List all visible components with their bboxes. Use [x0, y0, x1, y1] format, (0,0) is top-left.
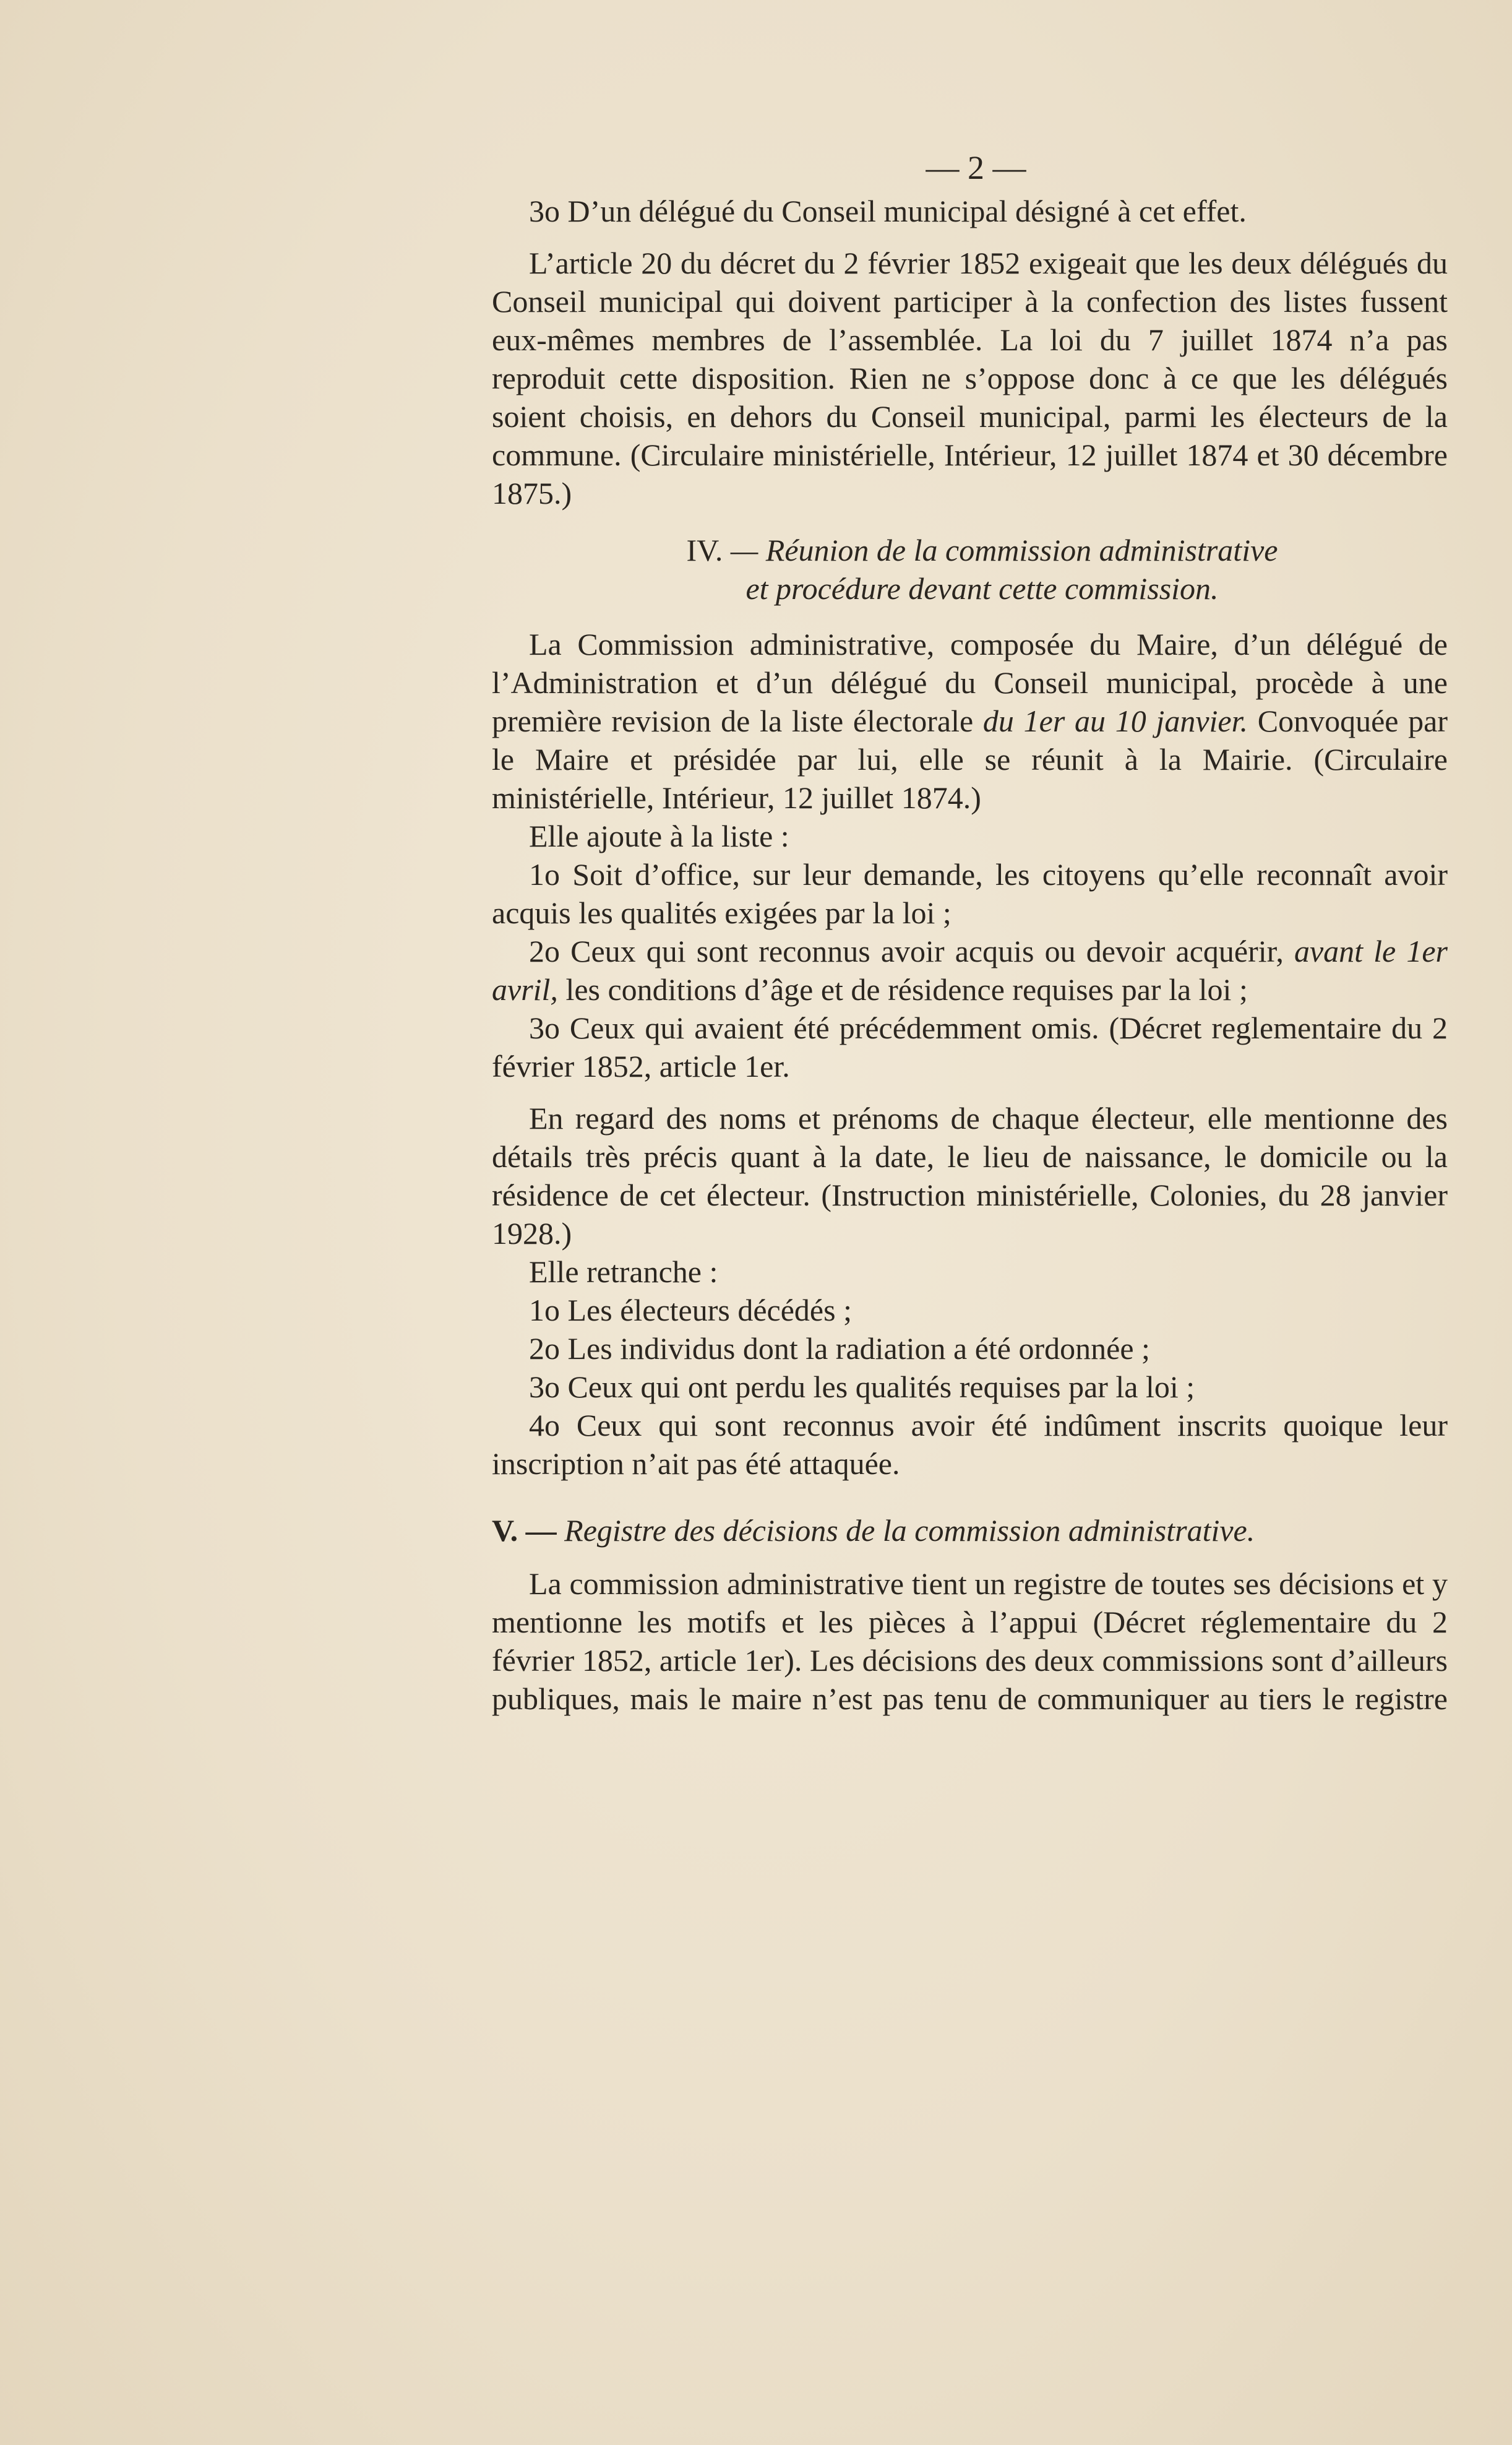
paragraph-en-regard: En regard des noms et prénoms de chaque électeur, elle mentionne des détails très précis quant à la date, le lieu de naissance, le domicile ou la résidence de cet électeur. (Instruction ministérielle, Colonies, du 28 janvier 1928.): [492, 1101, 1448, 1251]
ajoute-item-1: 1o Soit d’office, sur leur demande, les citoyens qu’elle reconnaît avoir acquis les qualités exigées par la loi ;: [492, 857, 1448, 930]
intro-item: 3o D’un délégué du Conseil municipal désigné à cet effet.: [529, 194, 1247, 228]
paragraph-commission-text2: Convoquée par le Maire et présidée par lui, elle se réunit à la Mairie. (Circulaire ministérielle, Intérieur, 12 juillet 1874.): [492, 704, 1448, 815]
retranche-item-3: 3o Ceux qui ont perdu les qualités requises par la loi ;: [529, 1369, 1195, 1404]
ajoute-item-3: 3o Ceux qui avaient été précédemment omis. (Décret reglementaire du 2 février 1852, article 1er.: [492, 1011, 1448, 1084]
section-iv-title-line2: et procédure devant cette commission.: [745, 571, 1219, 606]
ajoute-item-2-italic: avant le 1er avril,: [492, 934, 1448, 1007]
ajoute-item-2-after: les conditions d’âge et de résidence requises par la loi ;: [565, 972, 1248, 1007]
section-v-heading: [492, 1511, 1448, 1550]
paragraph-commission-dates: du 1er au 10 janvier.: [982, 704, 1248, 738]
section-iv-heading: [492, 531, 1448, 608]
section-v-numeral: V. —: [492, 1513, 557, 1548]
ajoute-intro: Elle ajoute à la liste :: [529, 819, 789, 853]
retranche-item-4: 4o Ceux qui sont reconnus avoir été indûment inscrits quoique leur inscription n’ait pas été attaquée.: [492, 1408, 1448, 1481]
section-iv-title-line1: — Réunion de la commission administrative: [730, 533, 1278, 567]
paragraph-article-20: L’article 20 du décret du 2 février 1852 exigeait que les deux délégués du Conseil municipal qui doivent participer à la confection des listes fussent eux-mêmes membres de l’assemblée. La loi du 7 juillet 1874 n’a pas reproduit cette disposition. Rien ne s’oppose donc à ce que les délégués soient choisis, en dehors du Conseil municipal, parmi les électeurs de la commune. (Circulaire ministérielle, Intérieur, 12 juillet 1874 et 30 décembre 1875.): [492, 246, 1448, 511]
ajoute-item-2: [492, 932, 1448, 1009]
page-number: — 2 —: [926, 149, 1026, 186]
paragraph-registre: La commission administrative tient un registre de toutes ses décisions et y mentionne les motifs et les pièces à l’appui (Décret réglementaire du 2 février 1852, article 1er). Les décisions des deux commissions sont d’ailleurs publiques, mais le maire n’est pas tenu de communiquer au tiers le registre: [492, 1566, 1448, 1716]
retranche-item-1: 1o Les électeurs décédés ;: [529, 1293, 852, 1327]
document-body: [492, 149, 1448, 1718]
section-iv-numeral: IV.: [686, 533, 723, 567]
paragraph-commission-text: La Commission administrative, composée du Maire, d’un délégué de l’Administration et d’un délégué du Conseil municipal, procède à une première revision de la liste électorale: [492, 627, 1448, 738]
paragraph-commission: [492, 625, 1448, 817]
ajoute-item-2-before: 2o Ceux qui sont reconnus avoir acquis ou devoir acquérir,: [529, 934, 1284, 968]
section-v-title: Registre des décisions de la commission administrative.: [564, 1513, 1255, 1548]
retranche-item-2: 2o Les individus dont la radiation a été ordonnée ;: [529, 1331, 1150, 1366]
retranche-intro: Elle retranche :: [529, 1254, 718, 1289]
